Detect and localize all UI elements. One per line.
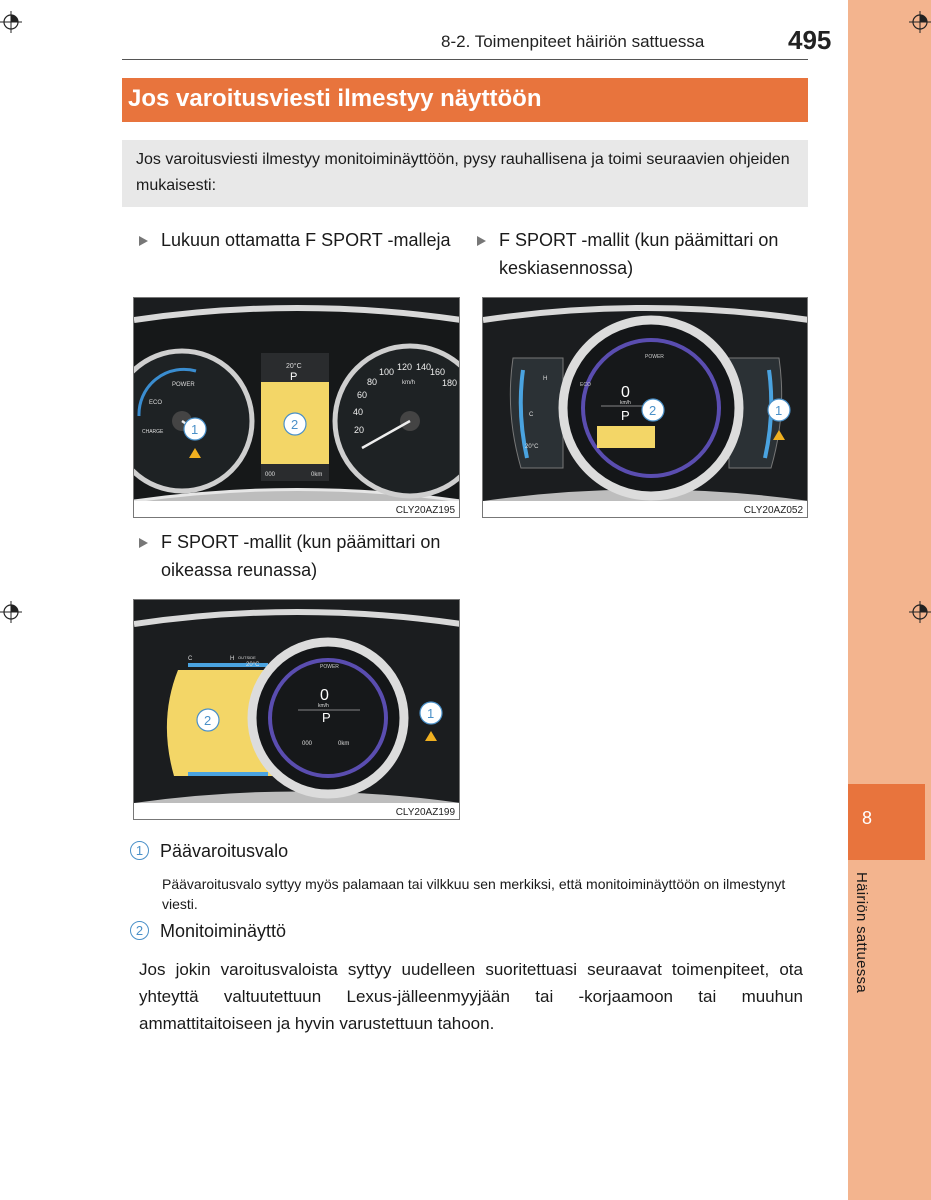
speed-unit: km/h <box>620 400 631 406</box>
temp-readout: 20°C <box>286 363 302 370</box>
bullet-triangle-icon <box>139 538 148 548</box>
legend-description: Päävaroitusvalo syttyy myös palamaan tai vilkkuu sen merkiksi, että monitoiminäyttöön on ilmestynyt viesti. <box>162 876 786 912</box>
temp-hot-label: H <box>230 656 235 662</box>
multi-info-display <box>597 426 655 448</box>
temp-hot-label: H <box>543 376 548 382</box>
legend-item <box>130 841 288 862</box>
figure-code: CLY20AZ052 <box>743 505 803 516</box>
power-label: POWER <box>320 664 339 670</box>
gear-indicator: P <box>290 371 298 383</box>
figure-code: CLY20AZ195 <box>395 505 455 516</box>
speed-tick: 40 <box>353 407 364 417</box>
cluster-figure-fsport-center <box>482 297 808 518</box>
variant-label: F SPORT -mallit (kun päämittari on oikeassa reunassa) <box>161 532 441 580</box>
speed-unit: km/h <box>318 703 329 709</box>
speed-tick: 180 <box>442 378 458 388</box>
callout-number: 1 <box>427 706 435 721</box>
power-label: POWER <box>645 354 664 360</box>
legend-number-icon: 2 <box>130 921 149 940</box>
registration-mark-icon <box>909 601 931 623</box>
temp-readout: 20°C <box>246 662 260 668</box>
callout-number: 2 <box>649 403 657 418</box>
eco-label: ECO <box>580 382 591 388</box>
figure-code: CLY20AZ199 <box>395 807 455 818</box>
bullet-triangle-icon <box>477 236 486 246</box>
intro-text: Jos varoitusviesti ilmestyy monitoiminäyttöön, pysy rauhallisena ja toimi seuraavien ohjeiden mukaisesti: <box>136 151 790 194</box>
chapter-tab[interactable] <box>848 784 925 860</box>
gear-indicator: P <box>621 408 630 423</box>
odometer: 000 <box>302 741 313 747</box>
speed-tick: 80 <box>367 377 378 387</box>
legend-label: Monitoiminäyttö <box>160 921 287 941</box>
registration-mark-icon <box>0 11 22 33</box>
odometer: 000 <box>265 472 276 478</box>
page-number: 495 <box>788 25 832 55</box>
speed-readout: 0 <box>621 384 630 401</box>
power-label: POWER <box>172 382 195 388</box>
cluster-figure-standard <box>133 297 460 518</box>
variant-bullet <box>477 226 807 282</box>
temp-cold-label: C <box>529 412 534 418</box>
header-divider <box>122 59 808 60</box>
callout-number: 1 <box>191 422 199 437</box>
bullet-triangle-icon <box>139 236 148 246</box>
variant-label: F SPORT -mallit (kun päämittari on keskiasennossa) <box>499 230 779 278</box>
temp-cold-label: C <box>188 656 193 662</box>
title-bar <box>122 78 808 122</box>
chapter-number: 8 <box>861 808 872 828</box>
variant-bullet <box>139 528 469 584</box>
legend-number-icon: 1 <box>130 841 149 860</box>
registration-mark-icon <box>0 601 22 623</box>
closing-paragraph: Jos jokin varoitusvaloista syttyy uudelleen suoritettuasi seuraavat toimenpiteet, ota yhteyttä valtuutettuun Lexus-jälleenmyyjään tai -korjaamoon tai muuhun ammattitaitoiseen ja hyvin varustettuun tahoon. <box>139 960 803 1033</box>
callout-number: 1 <box>775 403 783 418</box>
temp-readout: 20°C <box>525 444 539 450</box>
variant-label: Lukuun ottamatta F SPORT -malleja <box>161 230 451 250</box>
legend-label: Päävaroitusvalo <box>160 841 289 861</box>
variant-bullet <box>139 226 459 254</box>
callout-number: 2 <box>291 417 299 432</box>
section-header: 8-2. Toimenpiteet häiriön sattuessa <box>441 32 705 51</box>
legend-item <box>130 921 286 942</box>
speed-readout: 0 <box>320 687 329 704</box>
outside-temp-label: OUTSIDE <box>238 655 256 660</box>
chapter-sidebar <box>848 0 931 1200</box>
range-readout: 0km <box>338 741 350 747</box>
speed-tick: 120 <box>397 362 413 372</box>
range-readout: 0km <box>311 472 323 478</box>
speed-tick: 100 <box>379 367 395 377</box>
gear-indicator: P <box>322 710 331 725</box>
charge-label: CHARGE <box>142 429 164 435</box>
speed-tick: 60 <box>357 390 368 400</box>
intro-box <box>122 140 808 207</box>
eco-label: ECO <box>149 400 163 406</box>
registration-mark-icon <box>909 11 931 33</box>
callout-number: 2 <box>204 713 212 728</box>
chapter-label: Häiriön sattuessa <box>853 872 870 993</box>
speed-unit: km/h <box>402 380 416 386</box>
speed-tick: 160 <box>430 367 446 377</box>
speed-tick: 140 <box>416 362 432 372</box>
speed-tick: 20 <box>354 425 365 435</box>
page-title: Jos varoitusviesti ilmestyy näyttöön <box>128 85 542 112</box>
cluster-figure-fsport-right <box>133 599 460 820</box>
